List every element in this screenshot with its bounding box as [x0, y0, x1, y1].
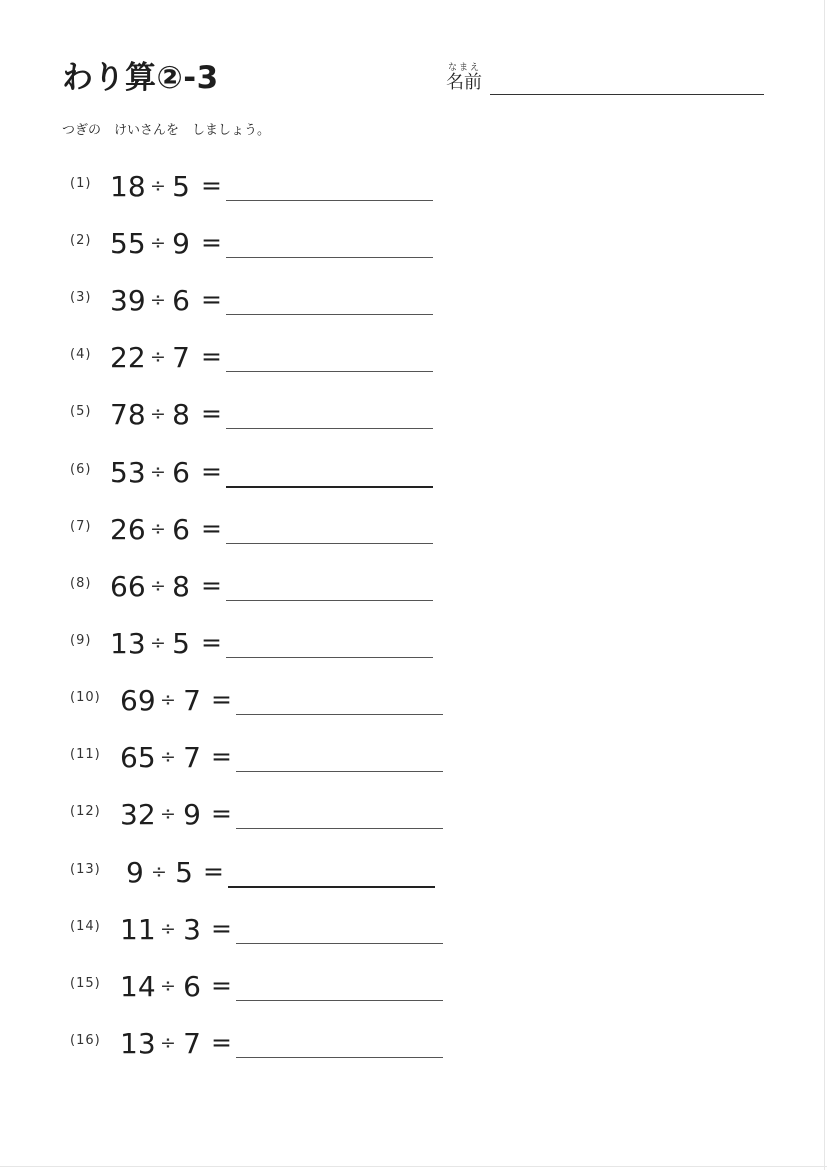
divisor: 7 [183, 1027, 201, 1060]
problem-number: (4) [70, 347, 92, 362]
answer-line[interactable] [226, 486, 433, 488]
problem-number: (13) [70, 862, 101, 877]
divisor: 6 [183, 970, 201, 1003]
dividend: 9 [126, 856, 144, 889]
problem-number: (2) [70, 233, 92, 248]
division-sign: ÷ [160, 975, 176, 997]
name-label: 名前 [446, 72, 482, 93]
equals-sign: = [211, 742, 232, 771]
divisor: 6 [172, 513, 190, 546]
name-write-line[interactable] [490, 94, 764, 95]
division-sign: ÷ [150, 632, 166, 654]
divisor: 6 [172, 284, 190, 317]
instruction-text: つぎの けいさんを しましょう。 [62, 123, 271, 138]
answer-line[interactable] [226, 600, 433, 601]
equals-sign: = [211, 914, 232, 943]
answer-line[interactable] [226, 371, 433, 372]
division-sign: ÷ [150, 232, 166, 254]
divisor: 5 [172, 170, 190, 203]
division-sign: ÷ [150, 518, 166, 540]
division-sign: ÷ [151, 861, 167, 883]
answer-line[interactable] [226, 543, 433, 544]
page-edge-bottom [0, 1166, 827, 1167]
answer-line[interactable] [236, 714, 443, 715]
problem-number: (9) [70, 633, 92, 648]
answer-line[interactable] [228, 886, 435, 888]
dividend: 55 [110, 227, 146, 260]
problem-number: (5) [70, 404, 92, 419]
divisor: 7 [183, 684, 201, 717]
problem-number: (3) [70, 290, 92, 305]
problem-number: (11) [70, 747, 101, 762]
divisor: 6 [172, 456, 190, 489]
answer-line[interactable] [236, 943, 443, 944]
divisor: 9 [172, 227, 190, 260]
equals-sign: = [203, 857, 224, 886]
division-sign: ÷ [150, 403, 166, 425]
division-sign: ÷ [150, 175, 166, 197]
dividend: 22 [110, 341, 146, 374]
dividend: 32 [120, 798, 156, 831]
division-sign: ÷ [160, 689, 176, 711]
dividend: 18 [110, 170, 146, 203]
division-sign: ÷ [160, 1032, 176, 1054]
equals-sign: = [201, 228, 222, 257]
dividend: 78 [110, 398, 146, 431]
divisor: 7 [183, 741, 201, 774]
problem-number: (12) [70, 804, 101, 819]
answer-line[interactable] [226, 200, 433, 201]
equals-sign: = [211, 685, 232, 714]
divisor: 7 [172, 341, 190, 374]
answer-line[interactable] [226, 428, 433, 429]
worksheet-title: わり算②-3 [62, 60, 219, 96]
division-sign: ÷ [150, 289, 166, 311]
divisor: 3 [183, 913, 201, 946]
answer-line[interactable] [236, 1057, 443, 1058]
answer-line[interactable] [236, 771, 443, 772]
answer-line[interactable] [236, 1000, 443, 1001]
problem-number: (16) [70, 1033, 101, 1048]
dividend: 66 [110, 570, 146, 603]
answer-line[interactable] [226, 257, 433, 258]
problem-number: (1) [70, 176, 92, 191]
divisor: 9 [183, 798, 201, 831]
divisor: 5 [175, 856, 193, 889]
division-sign: ÷ [160, 746, 176, 768]
equals-sign: = [211, 971, 232, 1000]
page-edge-right [824, 0, 825, 1170]
dividend: 14 [120, 970, 156, 1003]
problem-number: (14) [70, 919, 101, 934]
equals-sign: = [201, 171, 222, 200]
divisor: 8 [172, 570, 190, 603]
equals-sign: = [211, 1028, 232, 1057]
division-sign: ÷ [150, 461, 166, 483]
dividend: 11 [120, 913, 156, 946]
divisor: 5 [172, 627, 190, 660]
dividend: 13 [110, 627, 146, 660]
equals-sign: = [201, 342, 222, 371]
equals-sign: = [201, 285, 222, 314]
problem-number: (15) [70, 976, 101, 991]
name-ruby: なまえ [448, 63, 482, 73]
problem-number: (6) [70, 462, 92, 477]
equals-sign: = [201, 399, 222, 428]
division-sign: ÷ [160, 803, 176, 825]
division-sign: ÷ [160, 918, 176, 940]
equals-sign: = [201, 457, 222, 486]
dividend: 39 [110, 284, 146, 317]
problem-number: (10) [70, 690, 101, 705]
equals-sign: = [201, 628, 222, 657]
problem-number: (8) [70, 576, 92, 591]
dividend: 26 [110, 513, 146, 546]
answer-line[interactable] [236, 828, 443, 829]
answer-line[interactable] [226, 314, 433, 315]
equals-sign: = [211, 799, 232, 828]
dividend: 53 [110, 456, 146, 489]
dividend: 69 [120, 684, 156, 717]
dividend: 65 [120, 741, 156, 774]
answer-line[interactable] [226, 657, 433, 658]
division-sign: ÷ [150, 346, 166, 368]
problem-number: (7) [70, 519, 92, 534]
equals-sign: = [201, 571, 222, 600]
divisor: 8 [172, 398, 190, 431]
equals-sign: = [201, 514, 222, 543]
dividend: 13 [120, 1027, 156, 1060]
division-sign: ÷ [150, 575, 166, 597]
